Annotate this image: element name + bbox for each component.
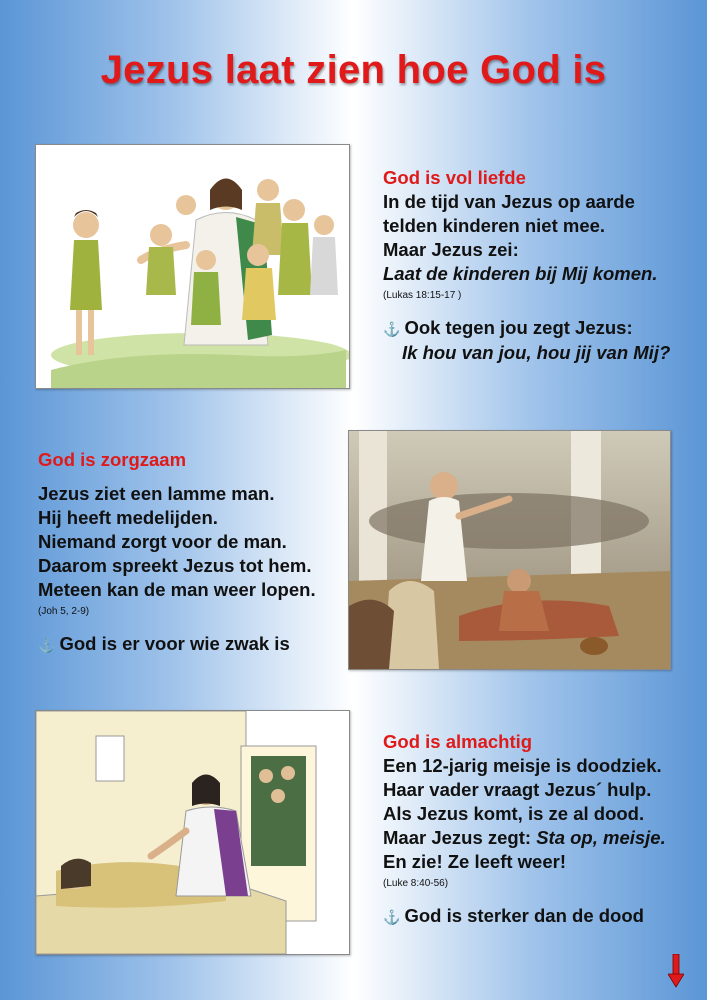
- section-almighty: [383, 730, 666, 929]
- bible-reference: (Luke 8:40-56): [383, 878, 449, 889]
- bible-reference: (Joh 5, 2-9): [38, 606, 90, 617]
- text-line: Hij heeft medelijden.: [38, 507, 218, 528]
- quote-line: Laat de kinderen bij Mij komen.: [383, 263, 658, 284]
- down-arrow-icon[interactable]: [668, 954, 684, 993]
- text-line: Meteen kan de man weer lopen.: [38, 579, 316, 600]
- text-line: Daarom spreekt Jezus tot hem.: [38, 555, 312, 576]
- text-line: En zie! Ze leeft weer!: [383, 851, 566, 872]
- text-line: telden kinderen niet mee.: [383, 215, 606, 236]
- anchor-line: ⚓ Ook tegen jou zegt Jezus:: [383, 317, 633, 338]
- anchor-line-continued: Ik hou van jou, hou jij van Mij?: [402, 342, 671, 363]
- section-love: [383, 166, 670, 365]
- section-heading: God is vol liefde: [383, 167, 526, 188]
- anchor-line: ⚓ God is sterker dan de dood: [383, 905, 644, 926]
- section-heading: God is zorgzaam: [38, 449, 187, 470]
- illustration-jesus-with-children: [35, 144, 350, 389]
- text-line: Een 12-jarig meisje is doodziek.: [383, 755, 662, 776]
- anchor-icon: ⚓: [383, 909, 401, 925]
- text-line: Jezus ziet een lamme man.: [38, 483, 275, 504]
- anchor-icon: ⚓: [383, 321, 401, 337]
- page-title: Jezus laat zien hoe God is: [100, 48, 607, 92]
- text-line: Maar Jezus zei:: [383, 239, 519, 260]
- section-heading: God is almachtig: [383, 731, 533, 752]
- text-line: Haar vader vraagt Jezus´ hulp.: [383, 779, 652, 800]
- illustration-jesus-raises-girl: [35, 710, 350, 955]
- text-line: Niemand zorgt voor de man.: [38, 531, 287, 552]
- quote-text: Sta op, meisje.: [536, 827, 666, 848]
- text-line-with-quote: Maar Jezus zegt: Sta op, meisje.: [383, 827, 666, 848]
- anchor-line: ⚓ God is er voor wie zwak is: [38, 633, 290, 654]
- bible-reference: (Lukas 18:15-17 ): [383, 290, 462, 301]
- anchor-icon: ⚓: [38, 637, 56, 653]
- section-care: [38, 448, 316, 657]
- painting-jesus-heals-lame-man: [348, 430, 671, 670]
- text-line: In de tijd van Jezus op aarde: [383, 191, 635, 212]
- text-line: Als Jezus komt, is ze al dood.: [383, 803, 645, 824]
